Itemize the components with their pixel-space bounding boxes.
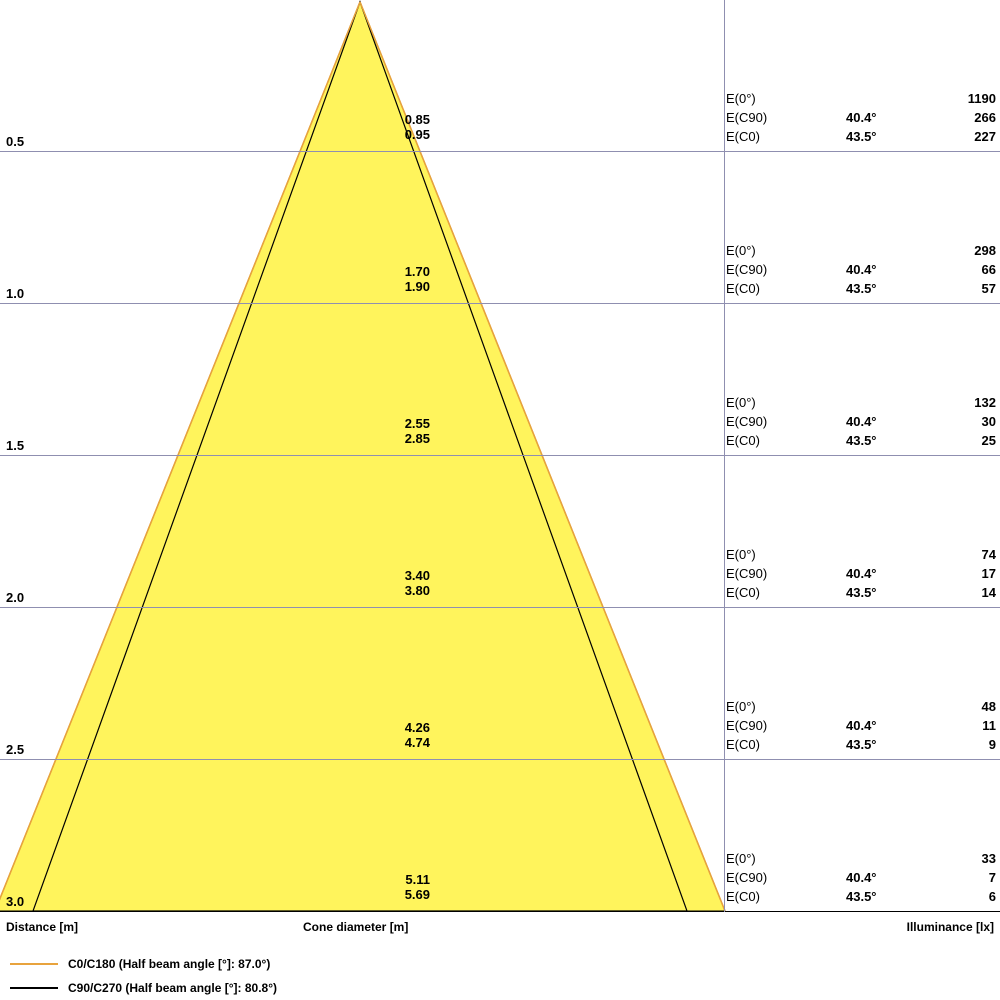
illuminance-key: E(C0) (726, 281, 760, 296)
illuminance-key: E(C90) (726, 110, 768, 125)
gridline-2-0 (0, 607, 1000, 608)
gridline-0-5 (0, 151, 1000, 152)
illuminance-value: 7 (988, 870, 996, 885)
illuminance-key: E(C0) (726, 129, 760, 144)
illuminance-value: 66 (981, 262, 996, 277)
illuminance-key: E(C0) (726, 585, 760, 600)
illuminance-key: E(C0) (726, 889, 760, 904)
illuminance-angle: 43.5° (846, 889, 877, 904)
illuminance-key: E(C90) (726, 566, 768, 581)
illuminance-value: 48 (981, 699, 996, 714)
table-divider (724, 0, 725, 912)
illuminance-key: E(C0) (726, 737, 760, 752)
illuminance-value: 298 (974, 243, 996, 258)
cone-diameter-c0-5: 5.69 (404, 887, 430, 902)
illuminance-key: E(0°) (726, 395, 756, 410)
gridline-2-5 (0, 759, 1000, 760)
illuminance-value: 17 (981, 566, 996, 581)
illuminance-value: 132 (974, 395, 996, 410)
illuminance-key: E(C90) (726, 870, 768, 885)
axis-caption-cone-diameter: Cone diameter [m] (303, 920, 409, 934)
illuminance-angle: 40.4° (846, 718, 877, 733)
illuminance-angle: 40.4° (846, 870, 877, 885)
legend-label-c0: C0/C180 (Half beam angle [°]: 87.0°) (68, 957, 271, 971)
distance-label-0: 0.5 (6, 134, 25, 149)
illuminance-angle: 40.4° (846, 414, 877, 429)
illuminance-angle: 40.4° (846, 566, 877, 581)
illuminance-key: E(C90) (726, 414, 768, 429)
distance-label-3: 2.0 (6, 590, 25, 605)
illuminance-value: 25 (981, 433, 996, 448)
axis-caption-distance: Distance [m] (6, 920, 79, 934)
illuminance-value: 6 (988, 889, 996, 904)
cone-diameter-c0-2: 2.85 (404, 431, 430, 446)
illuminance-value: 9 (988, 737, 996, 752)
illuminance-key: E(C90) (726, 262, 768, 277)
illuminance-key: E(C90) (726, 718, 768, 733)
illuminance-key: E(C0) (726, 433, 760, 448)
illuminance-value: 227 (974, 129, 996, 144)
illuminance-key: E(0°) (726, 547, 756, 562)
distance-label-5: 3.0 (6, 894, 25, 909)
illuminance-value: 1190 (967, 91, 996, 106)
illuminance-angle: 43.5° (846, 433, 877, 448)
cone-diameter-c90-5: 5.11 (405, 872, 430, 887)
gridline-1-0 (0, 303, 1000, 304)
cone-diameter-c0-3: 3.80 (404, 583, 430, 598)
distance-label-1: 1.0 (6, 286, 25, 301)
illuminance-value: 11 (982, 718, 996, 733)
illuminance-value: 266 (974, 110, 996, 125)
distance-label-4: 2.5 (6, 742, 25, 757)
cone-diameter-c90-3: 3.40 (404, 568, 430, 583)
legend-swatch-c0-icon (10, 963, 58, 965)
illuminance-value: 57 (981, 281, 996, 296)
illuminance-angle: 43.5° (846, 737, 877, 752)
legend-item-c90 (10, 976, 277, 1000)
cone-diameter-c0-0: 0.95 (404, 127, 430, 142)
illuminance-angle: 43.5° (846, 281, 877, 296)
illuminance-key: E(0°) (726, 91, 756, 106)
cone-diameter-c90-0: 0.85 (404, 112, 430, 127)
illuminance-value: 74 (981, 547, 996, 562)
illuminance-value: 33 (981, 851, 996, 866)
illuminance-angle: 43.5° (846, 585, 877, 600)
illuminance-angle: 43.5° (846, 129, 877, 144)
cone-diameter-c0-1: 1.90 (404, 279, 430, 294)
cone-diameter-c90-2: 2.55 (404, 416, 430, 431)
illuminance-key: E(0°) (726, 699, 756, 714)
illuminance-angle: 40.4° (846, 262, 877, 277)
legend-item-c0 (10, 952, 277, 976)
cone-diameter-c90-4: 4.26 (404, 720, 430, 735)
cone-diameter-c90-1: 1.70 (404, 264, 430, 279)
distance-label-2: 1.5 (6, 438, 25, 453)
legend (10, 952, 277, 1000)
illuminance-key: E(0°) (726, 851, 756, 866)
cone-diameter-c0-4: 4.74 (404, 735, 430, 750)
illuminance-key: E(0°) (726, 243, 756, 258)
illuminance-value: 30 (981, 414, 996, 429)
illuminance-angle: 40.4° (846, 110, 877, 125)
axis-caption-illuminance: Illuminance [lx] (906, 920, 994, 934)
legend-label-c90: C90/C270 (Half beam angle [°]: 80.8°) (68, 981, 277, 995)
legend-swatch-c90-icon (10, 987, 58, 989)
gridline-1-5 (0, 455, 1000, 456)
illuminance-value: 14 (981, 585, 996, 600)
